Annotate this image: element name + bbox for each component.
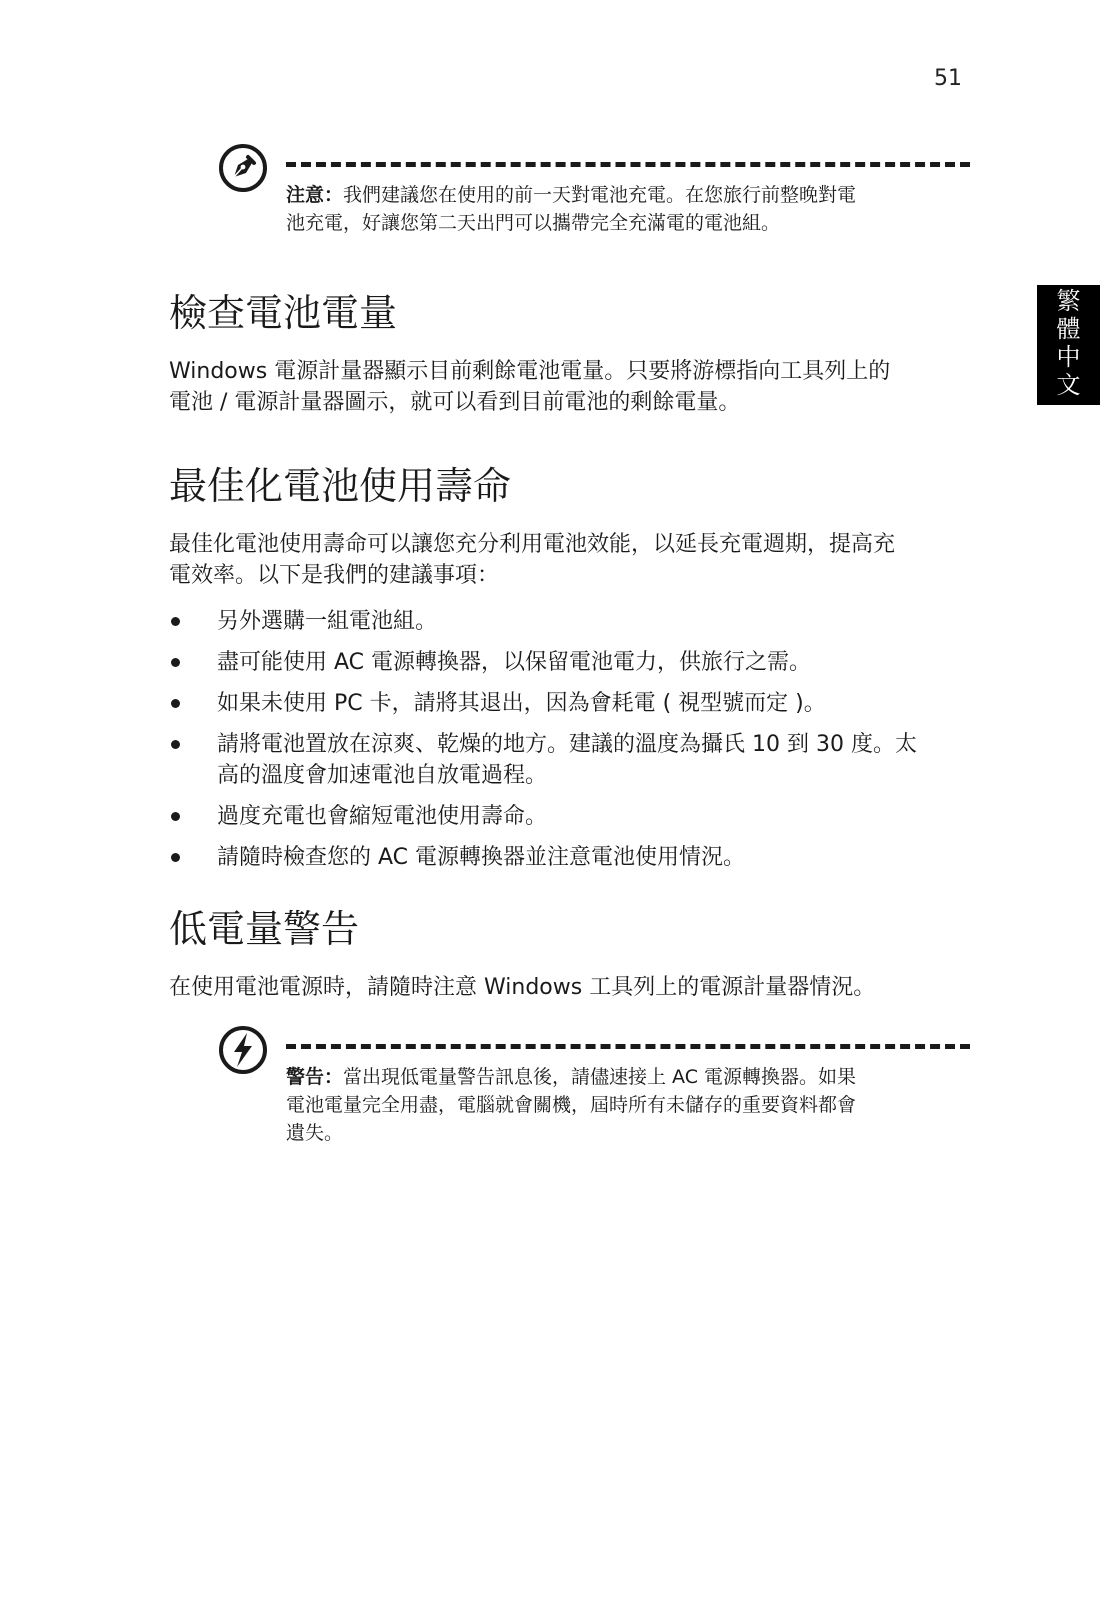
list-item: [169, 729, 969, 791]
paragraph-line: 最佳化電池使用壽命可以讓您充分利用電池效能，以延長充電週期，提高充: [169, 532, 896, 557]
bullet-icon: [171, 617, 180, 626]
note-callout: [218, 143, 970, 253]
section-low-battery-paragraph: [169, 972, 969, 1003]
section-optimize-battery-paragraph: [169, 529, 969, 591]
list-item: [169, 606, 969, 637]
note-line: 池充電，好讓您第二天出門可以攜帶完全充滿電的電池組。: [286, 212, 781, 234]
note-line: 我們建議您在使用的前一天對電池充電。在您旅行前整晚對電: [343, 184, 857, 206]
bullet-icon: [171, 853, 180, 862]
bullet-icon: [171, 740, 180, 749]
list-item: [169, 801, 969, 832]
list-item-text: 另外選購一組電池組。: [217, 609, 438, 634]
list-item: [169, 688, 969, 719]
note-text: [286, 181, 946, 237]
list-item: [169, 647, 969, 678]
section-title-low-battery-warning: 低電量警告: [169, 907, 360, 951]
recommendation-list: [169, 606, 969, 883]
dashed-divider: [286, 162, 970, 167]
language-tab: [1037, 285, 1100, 405]
language-tab-char: 繁: [1056, 287, 1081, 315]
paragraph-line: 電效率。以下是我們的建議事項：: [169, 563, 500, 588]
warning-line: 遺失。: [286, 1122, 344, 1144]
section-title-optimize-battery: 最佳化電池使用壽命: [169, 464, 512, 508]
bullet-icon: [171, 812, 180, 821]
list-item-text: 如果未使用 PC 卡，請將其退出，因為會耗電 ( 視型號而定 )。: [217, 691, 826, 716]
warning-label: 警告：: [286, 1066, 344, 1088]
page-number: 51: [934, 66, 962, 91]
paragraph-line: 電池 / 電源計量器圖示，就可以看到目前電池的剩餘電量。: [169, 390, 741, 415]
pen-nib-icon: [218, 143, 268, 193]
language-tab-char: 文: [1056, 371, 1081, 399]
dashed-divider: [286, 1044, 970, 1049]
language-tab-char: 中: [1056, 343, 1081, 371]
warning-line: 當出現低電量警告訊息後，請儘速接上 AC 電源轉換器。如果: [343, 1066, 857, 1088]
language-tab-char: 體: [1056, 315, 1081, 343]
paragraph-line: Windows 電源計量器顯示目前剩餘電池電量。只要將游標指向工具列上的: [169, 359, 891, 384]
bullet-icon: [171, 658, 180, 667]
note-label: 注意：: [286, 184, 344, 206]
list-item: [169, 842, 969, 873]
list-item-text: 請隨時檢查您的 AC 電源轉換器並注意電池使用情況。: [217, 845, 746, 870]
list-item-text: 盡可能使用 AC 電源轉換器，以保留電池電力，供旅行之需。: [217, 650, 812, 675]
list-item-text: 高的溫度會加速電池自放電過程。: [217, 763, 548, 788]
section-check-battery-paragraph: [169, 356, 969, 418]
warning-line: 電池電量完全用盡，電腦就會關機，屆時所有未儲存的重要資料都會: [286, 1094, 857, 1116]
warning-text: [286, 1063, 946, 1147]
lightning-bolt-icon: [218, 1025, 268, 1075]
list-item-text: 過度充電也會縮短電池使用壽命。: [217, 804, 548, 829]
section-title-check-battery: 檢查電池電量: [169, 291, 398, 335]
warning-callout: [218, 1025, 970, 1160]
bullet-icon: [171, 699, 180, 708]
paragraph-line: 在使用電池電源時，請隨時注意 Windows 工具列上的電源計量器情況。: [169, 975, 876, 1000]
list-item-text: 請將電池置放在涼爽、乾燥的地方。建議的溫度為攝氏 10 到 30 度。太: [217, 732, 917, 757]
